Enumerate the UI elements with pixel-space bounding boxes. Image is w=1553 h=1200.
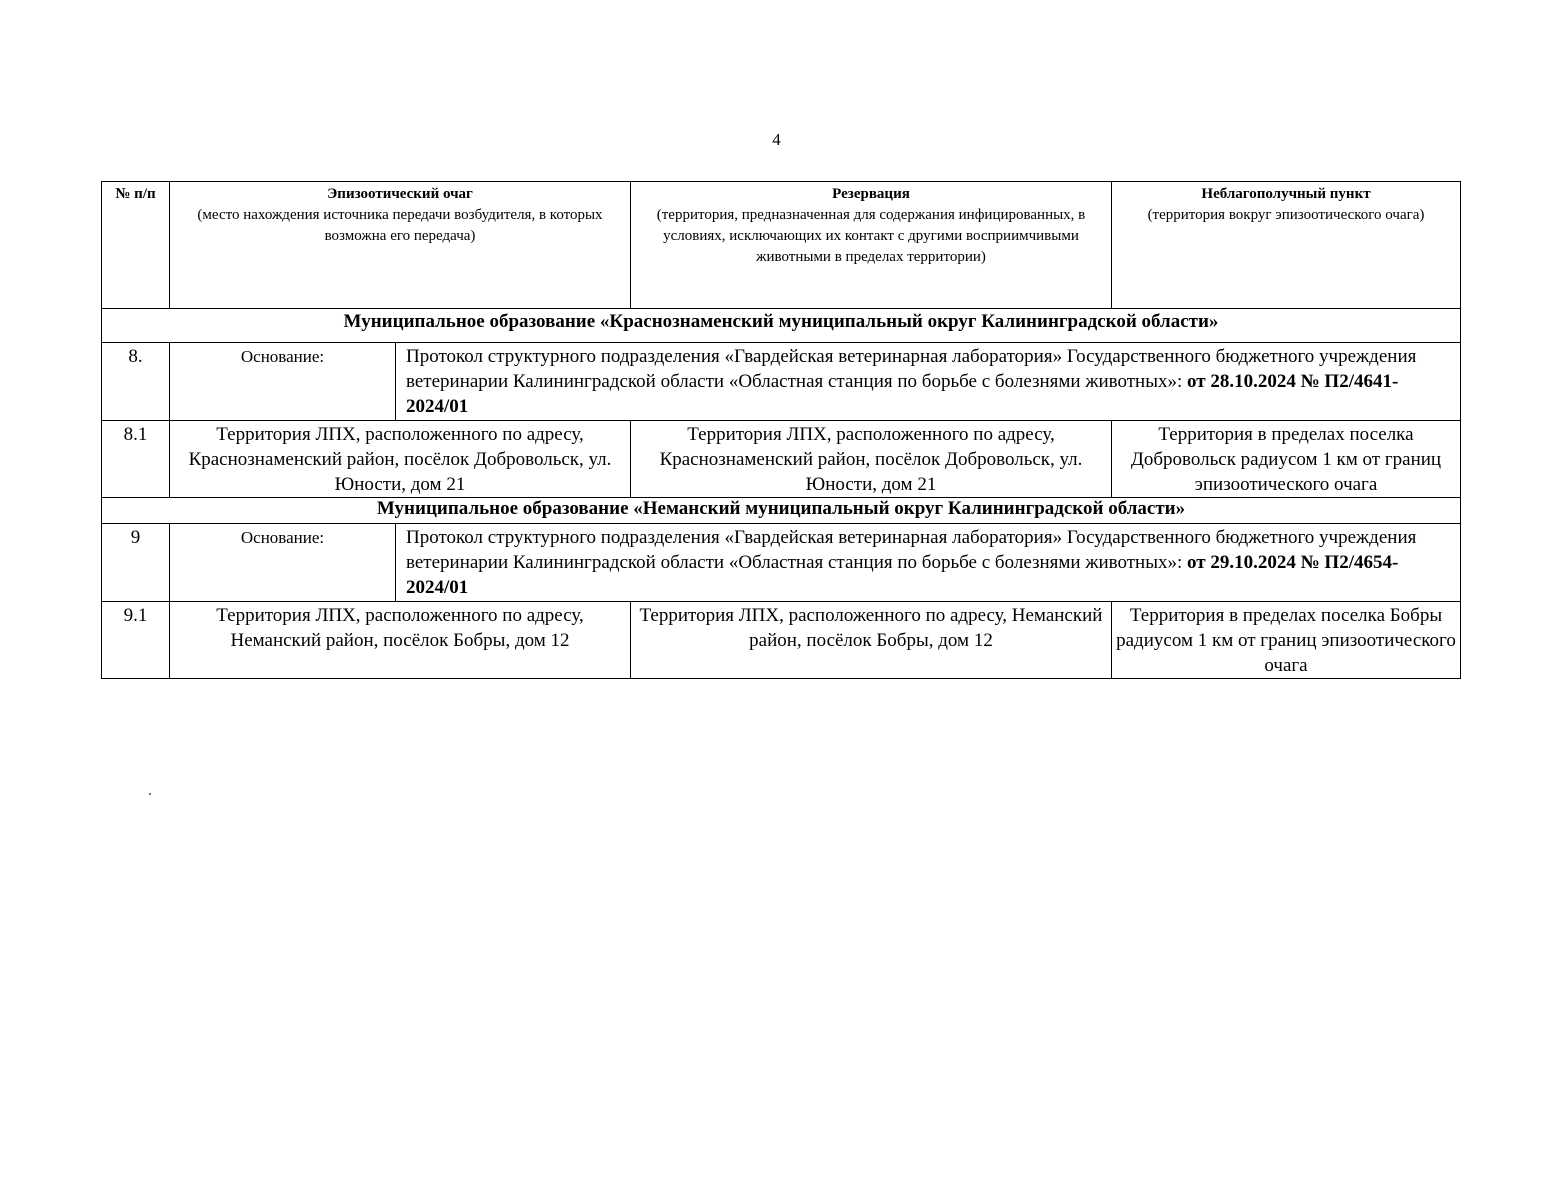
header-reservation bbox=[631, 182, 1112, 309]
basis-protocol-number: от 28.10.2024 № П2/4641-2024/01 bbox=[406, 371, 1399, 417]
header-focus bbox=[170, 182, 631, 309]
section-title-row bbox=[102, 498, 1461, 524]
table-row bbox=[102, 602, 1461, 679]
header-unfavorable-desc: (территория вокруг эпизоотического очага) bbox=[1147, 207, 1425, 223]
row-number: 9 bbox=[102, 524, 170, 602]
basis-text-cell bbox=[396, 524, 1461, 602]
row-number: 8. bbox=[102, 343, 170, 421]
row-number: 9.1 bbox=[102, 602, 170, 679]
header-num: № п/п bbox=[102, 182, 170, 309]
basis-text: Протокол структурного подразделения «Гвардейская ветеринарная лаборатория» Государственного бюджетного учреждения ветеринарии Калининградской области «Областная станция по борьбе с болезнями животных»: bbox=[406, 346, 1417, 392]
table-header-row bbox=[102, 182, 1461, 309]
header-unfavorable-title: Неблагополучный пункт bbox=[1201, 186, 1371, 202]
row-number: 8.1 bbox=[102, 421, 170, 498]
header-reservation-desc: (территория, предназначенная для содержания инфицированных, в условиях, исключающих их контакт с другими восприимчивыми животными в пределах территории) bbox=[656, 207, 1086, 265]
header-focus-desc: (место нахождения источника передачи возбудителя, в которых возможна его передача) bbox=[197, 207, 603, 244]
section-title: Муниципальное образование «Неманский муниципальный округ Калининградской области» bbox=[102, 498, 1461, 524]
header-unfavorable bbox=[1112, 182, 1461, 309]
basis-row bbox=[102, 343, 1461, 421]
basis-protocol-number: от 29.10.2024 № П2/4654-2024/01 bbox=[406, 552, 1399, 598]
scan-speck bbox=[149, 793, 151, 795]
header-focus-title: Эпизоотический очаг bbox=[327, 186, 473, 202]
header-reservation-title: Резервация bbox=[832, 186, 910, 202]
reservation-cell: Территория ЛПХ, расположенного по адресу, Неманский район, посёлок Бобры, дом 12 bbox=[631, 602, 1112, 679]
reservation-cell: Территория ЛПХ, расположенного по адресу, Краснознаменский район, посёлок Добровольск, ул. Юности, дом 21 bbox=[631, 421, 1112, 498]
basis-label: Основание: bbox=[170, 524, 396, 602]
epizootic-table bbox=[101, 181, 1461, 679]
basis-label: Основание: bbox=[170, 343, 396, 421]
unfavorable-cell: Территория в пределах поселка Добровольск радиусом 1 км от границ эпизоотического очага bbox=[1112, 421, 1461, 498]
table-row bbox=[102, 421, 1461, 498]
section-title: Муниципальное образование «Краснознаменский муниципальный округ Калининградской области» bbox=[102, 309, 1461, 343]
basis-text: Протокол структурного подразделения «Гвардейская ветеринарная лаборатория» Государственного бюджетного учреждения ветеринарии Калининградской области «Областная станция по борьбе с болезнями животных»: bbox=[406, 527, 1417, 573]
focus-cell: Территория ЛПХ, расположенного по адресу, Краснознаменский район, посёлок Добровольск, ул. Юности, дом 21 bbox=[170, 421, 631, 498]
basis-text-cell bbox=[396, 343, 1461, 421]
basis-row bbox=[102, 524, 1461, 602]
focus-cell: Территория ЛПХ, расположенного по адресу, Неманский район, посёлок Бобры, дом 12 bbox=[170, 602, 631, 679]
page-number: 4 bbox=[772, 130, 781, 149]
section-title-row bbox=[102, 309, 1461, 343]
unfavorable-cell: Территория в пределах поселка Бобры радиусом 1 км от границ эпизоотического очага bbox=[1112, 602, 1461, 679]
